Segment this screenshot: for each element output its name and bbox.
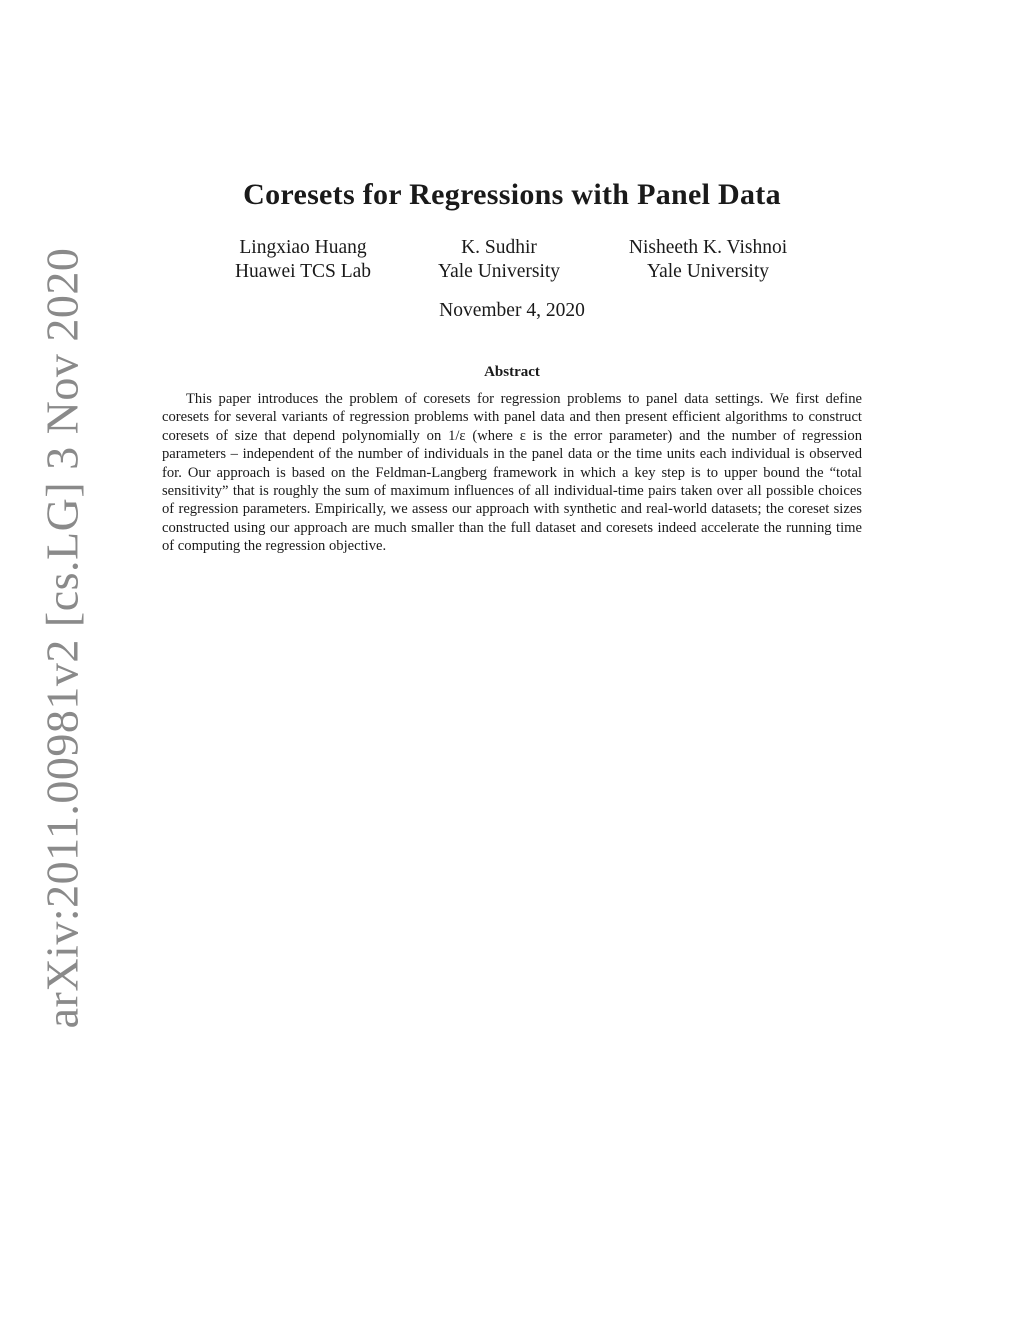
paper-date: November 4, 2020	[439, 300, 585, 321]
abstract-text: This paper introduces the problem of coresets for regression problems to panel data settings. We first define coresets for several variants of regression problems with panel data and then present efficient algorithms to construct coresets of size that depend polynomially on 1/ε (where ε is the error parameter) and the number of regression parameters – independent of the number of individuals in the panel data or the time units each individual is observed for. Our approach is based on the Feldman-Langberg framework in which a key step is to upper bound the “total sensitivity” that is roughly the sum of maximum influences of all individual-time pairs taken over all possible choices of regression parameters. Empirically, we assess our approach with synthetic and real-world datasets; the coreset sizes constructed using our approach are much smaller than the full dataset and coresets indeed accelerate the running time of computing the regression objective.	[162, 391, 862, 555]
author-affiliation: Yale University	[646, 261, 770, 282]
author-name: Nisheeth K. Vishnoi	[628, 237, 788, 258]
author-block	[0, 236, 1024, 296]
author-2	[438, 236, 560, 284]
author-1	[235, 236, 371, 284]
author-affiliation: Huawei TCS Lab	[234, 261, 372, 282]
author-name: K. Sudhir	[461, 237, 537, 258]
author-affiliation: Yale University	[437, 261, 561, 282]
author-name: Lingxiao Huang	[239, 237, 367, 258]
author-3	[629, 236, 787, 284]
abstract-heading: Abstract	[484, 364, 540, 380]
paper-title: Coresets for Regressions with Panel Data	[243, 178, 781, 211]
arxiv-identifier-text: arXiv:2011.00981v2 [cs.LG] 3 Nov 2020	[36, 247, 88, 1029]
